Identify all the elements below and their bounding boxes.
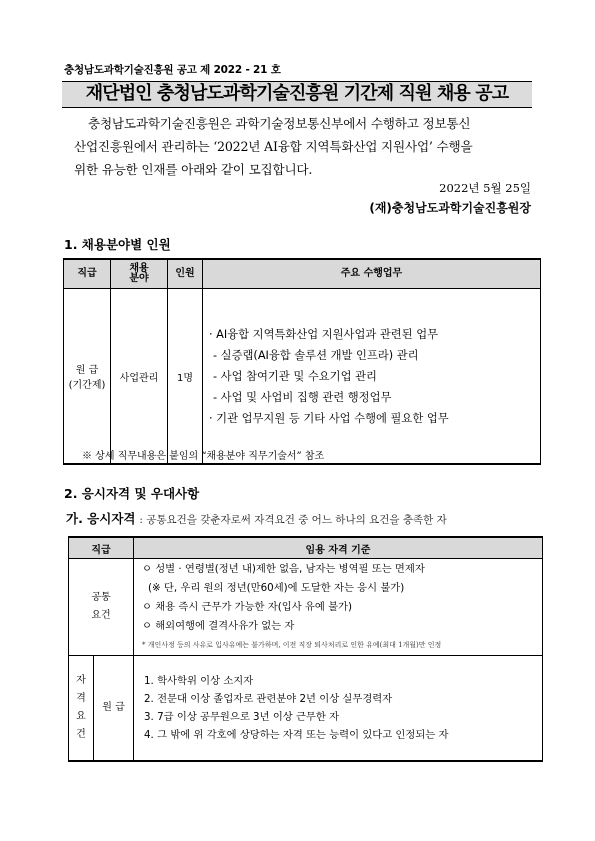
qual-item: 3. 7급 이상 공무원으로 3년 이상 근무한 자 xyxy=(144,711,340,723)
cell-count: 1명 xyxy=(168,289,203,465)
announcement-date: 2022년 5월 25일 xyxy=(439,181,531,195)
grade-line2: (기간제) xyxy=(68,380,106,391)
col-field-line2: 분야 xyxy=(129,273,149,284)
cell-grade xyxy=(64,289,111,465)
qual-requirements xyxy=(134,656,543,762)
eligibility-table xyxy=(68,536,543,762)
col-field-line1: 채용 xyxy=(129,263,149,274)
recruitment-table xyxy=(63,258,541,465)
common-item: (※ 단, 우리 원의 정년(만60세)에 도달한 자는 응시 불가) xyxy=(148,581,405,594)
cell-field: 사업관리 xyxy=(111,289,168,465)
col-criteria: 임용 자격 기준 xyxy=(134,537,543,559)
section2-heading: 2. 응시자격 및 우대사항 xyxy=(64,486,200,501)
common-label-line1: 공통 xyxy=(91,592,111,603)
col-count: 인원 xyxy=(168,259,203,289)
eligibility-subheading xyxy=(66,509,447,527)
common-label-line2: 요건 xyxy=(91,610,111,621)
section1-note: ※ 상세 직무내용은 붙임의 “채용분야 직무기술서” 참조 xyxy=(82,451,325,462)
common-item: ㅇ 채용 즉시 근무가 가능한 자(입사 유예 불가) xyxy=(142,600,352,613)
common-item: ㅇ 해외여행에 결격사유가 없는 자 xyxy=(142,619,295,632)
page-title: 재단법인 충청남도과학기술진흥원 기간제 직원 채용 공고 xyxy=(85,83,509,104)
col-grade: 직급 xyxy=(64,259,111,289)
common-note: * 개인사정 등의 사유로 입사유예는 불가하며, 이전 직장 퇴사처리로 인한 유예(최대 1개월)만 인정 xyxy=(142,640,442,649)
qual-label-char: 건 xyxy=(76,729,86,740)
common-item: ㅇ 성별 · 연령별(정년 내)제한 없음, 남자는 병역필 또는 면제자 xyxy=(142,562,425,575)
intro-line: 충청남도과학기술진흥원은 과학기술정보통신부에서 수행하고 정보통신 xyxy=(88,116,471,131)
qual-grade: 원 급 xyxy=(94,656,134,762)
intro-line: 위한 유능한 인재를 아래와 같이 모집합니다. xyxy=(74,162,313,177)
qual-item: 1. 학사학위 이상 소지자 xyxy=(144,675,254,687)
col-field xyxy=(111,259,168,289)
col-grade: 직급 xyxy=(69,537,134,559)
qual-label xyxy=(69,656,94,762)
qual-label-char: 요 xyxy=(76,711,86,722)
duty-item: - 사업 및 사업비 집행 관련 행정업무 xyxy=(213,390,392,404)
grade-line1: 원 급 xyxy=(75,365,99,376)
common-label xyxy=(69,559,134,656)
section1-heading: 1. 채용분야별 인원 xyxy=(64,237,171,252)
common-requirements xyxy=(134,559,543,656)
duty-item: · 기관 업무지원 등 기타 사업 수행에 필요한 업무 xyxy=(209,411,449,425)
col-duties: 주요 수행업무 xyxy=(203,259,541,289)
duty-item: - 사업 참여기관 및 수요기업 관리 xyxy=(213,369,377,383)
duty-item: · AI융합 지역특화산업 지원사업과 관련된 업무 xyxy=(209,327,439,341)
qual-item: 4. 그 밖에 위 각호에 상당하는 자격 또는 능력이 있다고 인정되는 자 xyxy=(144,729,449,741)
duty-item: - 실증랩(AI융합 솔루션 개발 인프라) 관리 xyxy=(213,348,419,362)
qual-item: 2. 전문대 이상 졸업자로 관련분야 2년 이상 실무경력자 xyxy=(144,693,393,705)
intro-line: 산업진흥원에서 관리하는 ‘2022년 AI융합 지역특화산업 지원사업’ 수행을 xyxy=(74,139,473,154)
qual-label-char: 격 xyxy=(76,693,86,704)
signer: (재)충청남도과학기술진흥원장 xyxy=(369,201,531,215)
notice-number: 충청남도과학기술진흥원 공고 제 2022 - 21 호 xyxy=(64,64,281,76)
qual-label-char: 자 xyxy=(76,675,86,686)
sub-label: 가. 응시자격 xyxy=(66,511,136,526)
sub-description: : 공통요건을 갖춘자로써 자격요건 중 어느 하나의 요건을 충족한 자 xyxy=(139,514,447,526)
intro-paragraph xyxy=(74,112,534,181)
cell-duties xyxy=(203,289,541,465)
